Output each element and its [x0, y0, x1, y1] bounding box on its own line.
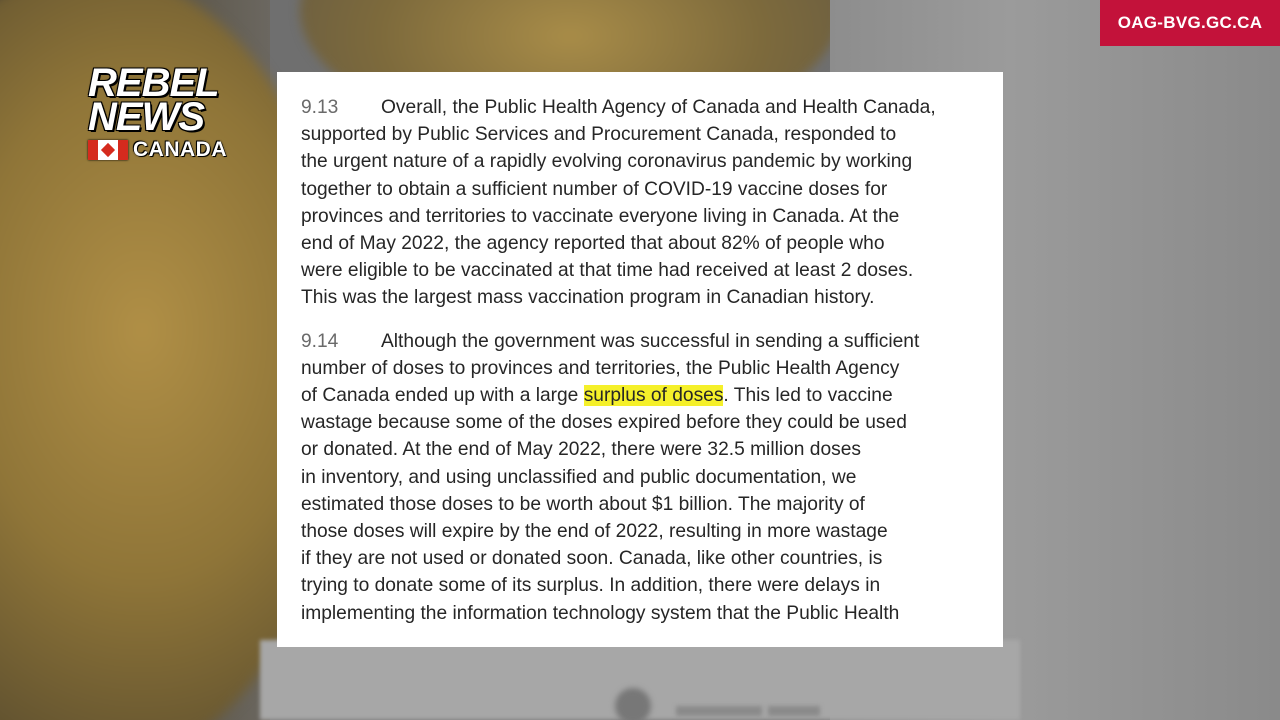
- background-footer-word: [768, 706, 820, 716]
- text-line: in inventory, and using unclassified and public documentation, we: [301, 466, 857, 488]
- logo-line-news: NEWS: [88, 95, 204, 139]
- text-line: were eligible to be vaccinated at that time had received at least 2 doses.: [301, 260, 914, 282]
- background-crest-icon: [615, 688, 651, 720]
- text-line: wastage because some of the doses expired before they could be used: [301, 412, 907, 434]
- text-line: implementing the information technology system that the Public Health: [301, 602, 900, 624]
- text-line: the urgent nature of a rapidly evolving coronavirus pandemic by working: [301, 151, 913, 173]
- text-line-part: . This led to vaccine: [723, 385, 893, 407]
- logo-subline: [88, 138, 238, 162]
- paragraph-number: 9.13: [301, 97, 339, 118]
- rebel-news-logo: [88, 61, 238, 162]
- logo-country: CANADA: [133, 138, 227, 161]
- background-footer-word: [676, 706, 762, 716]
- maple-leaf-icon: [101, 143, 115, 157]
- text-line: supported by Public Services and Procurement Canada, responded to: [301, 124, 897, 146]
- text-line: This was the largest mass vaccination program in Canadian history.: [301, 287, 875, 309]
- text-line: number of doses to provinces and territories, the Public Health Agency: [301, 357, 900, 379]
- paragraph-number: 9.14: [301, 330, 339, 352]
- text-line: those doses will expire by the end of 2022, resulting in more wastage: [301, 521, 888, 543]
- text-line: end of May 2022, the agency reported that about 82% of people who: [301, 233, 885, 255]
- paragraph-9-13: [301, 94, 987, 312]
- text-line: or donated. At the end of May 2022, there were 32.5 million doses: [301, 439, 861, 461]
- document-excerpt: [277, 72, 1003, 647]
- text-line-part: of Canada ended up with a large: [301, 385, 584, 407]
- text-line: together to obtain a sufficient number of COVID-19 vaccine doses for: [301, 178, 888, 200]
- text-line: Overall, the Public Health Agency of Canada and Health Canada,: [381, 97, 936, 118]
- text-line: estimated those doses to be worth about $1 billion. The majority of: [301, 493, 865, 515]
- text-line: trying to donate some of its surplus. In addition, there were delays in: [301, 575, 881, 597]
- source-badge: OAG-BVG.GC.CA: [1100, 0, 1280, 46]
- text-line: if they are not used or donated soon. Canada, like other countries, is: [301, 548, 883, 570]
- canada-flag-icon: [88, 140, 128, 160]
- text-line: provinces and territories to vaccinate everyone living in Canada. At the: [301, 205, 900, 227]
- text-line: Although the government was successful in sending a sufficient: [381, 330, 920, 352]
- highlighted-phrase: surplus of doses: [583, 385, 724, 407]
- paragraph-9-14: [301, 328, 987, 627]
- logo-line-rebel: REBEL: [88, 61, 219, 105]
